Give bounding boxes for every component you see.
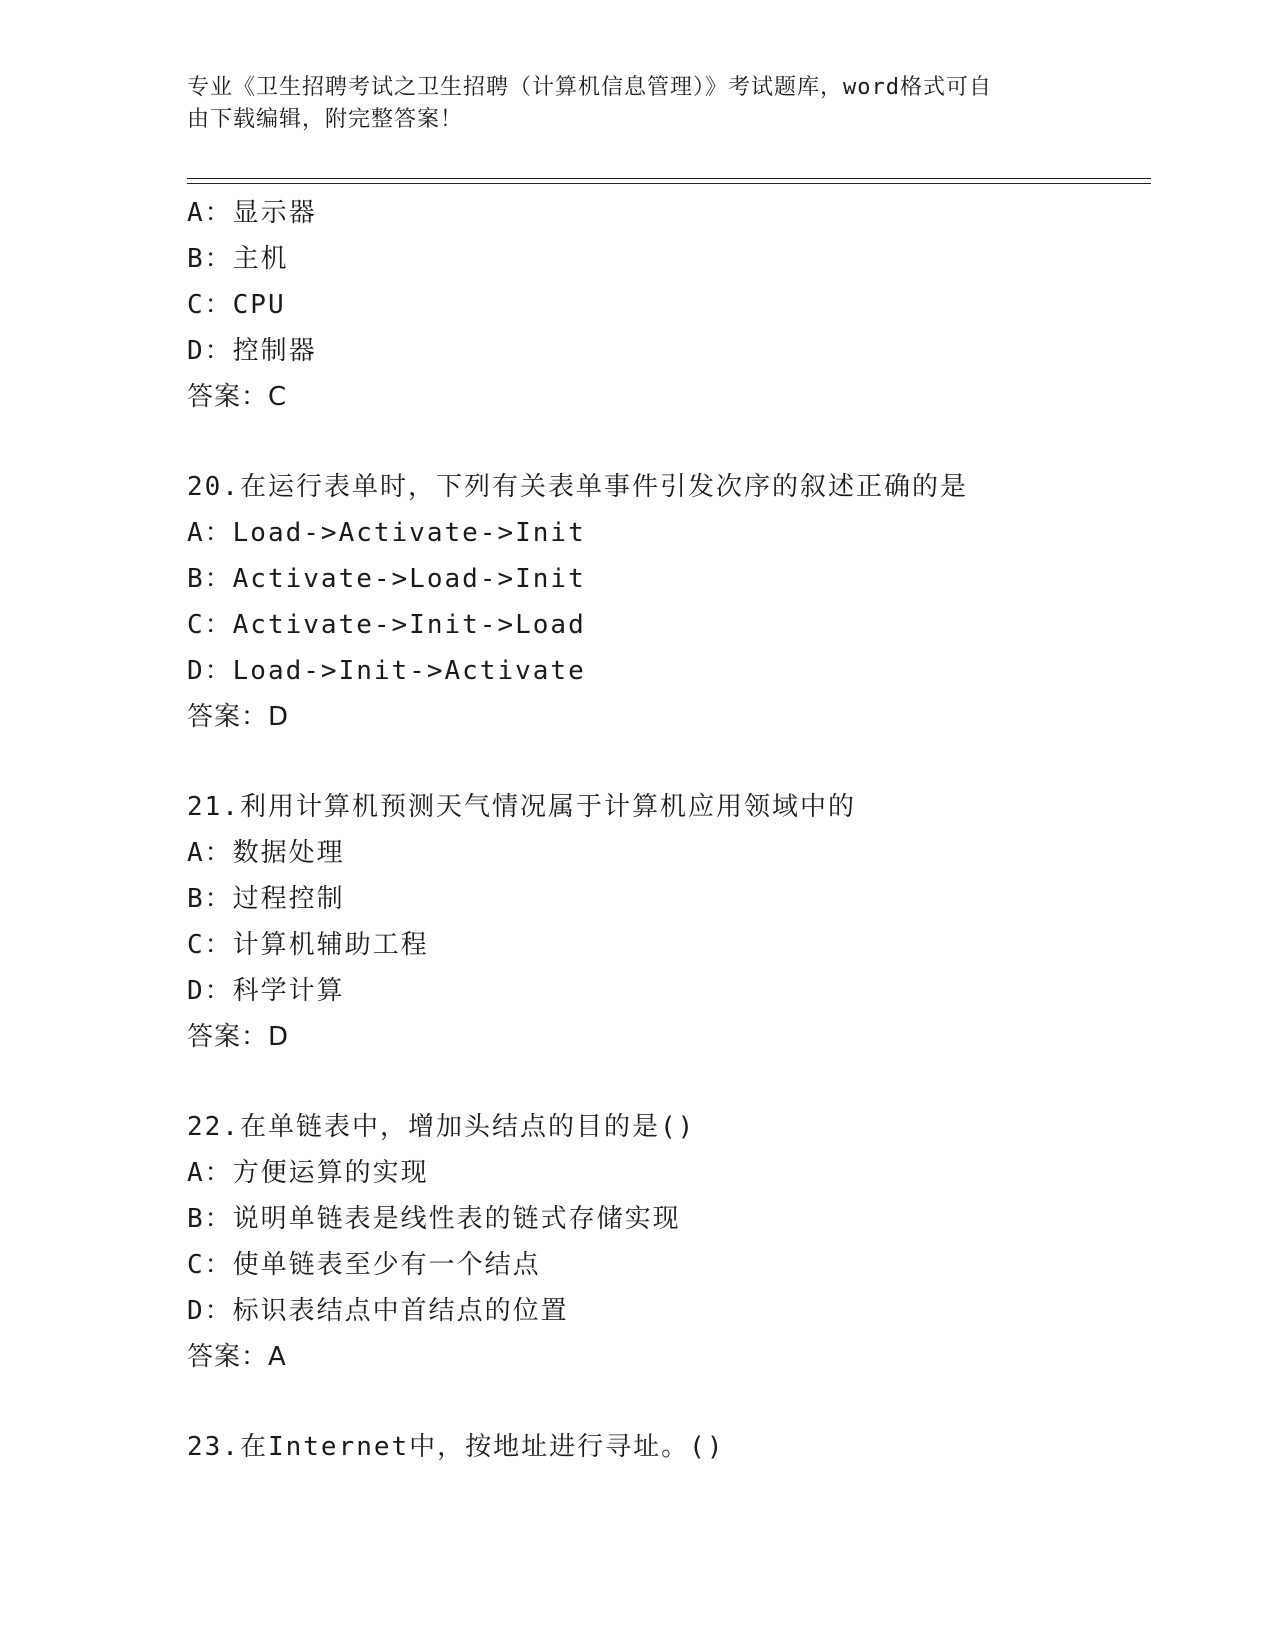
option-a: A：Load->Activate->Init [187,518,586,548]
question-text: 22.在单链表中，增加头结点的目的是() [187,1112,696,1142]
option-b: B：主机 [187,244,289,274]
answer: 答案：A [187,1342,287,1372]
option-c: C：CPU [187,290,286,320]
answer: 答案：D [187,702,290,732]
question-23 [187,1424,1147,1470]
option-b: B：说明单链表是线性表的链式存储实现 [187,1204,681,1234]
option-c: C：Activate->Init->Load [187,610,586,640]
question-22 [187,1104,1147,1380]
option-a: A：数据处理 [187,838,345,868]
option-d: D：科学计算 [187,976,345,1006]
header-divider-top [187,178,1151,179]
option-a: A：显示器 [187,198,317,228]
answer: 答案：D [187,1022,290,1052]
header-line-2: 由下载编辑，附完整答案！ [187,107,464,132]
option-b: B：Activate->Load->Init [187,564,586,594]
question-21 [187,784,1147,1060]
option-c: C：计算机辅助工程 [187,930,429,960]
question-text: 20.在运行表单时，下列有关表单事件引发次序的叙述正确的是 [187,472,968,502]
question-text: 23.在Internet中，按地址进行寻址。() [187,1432,725,1462]
option-d: D：Load->Init->Activate [187,656,586,686]
option-b: B：过程控制 [187,884,345,914]
option-d: D：控制器 [187,336,317,366]
option-c: C：使单链表至少有一个结点 [187,1250,541,1280]
option-a: A：方便运算的实现 [187,1158,429,1188]
answer: 答案：C [187,382,288,412]
header-line-1: 专业《卫生招聘考试之卫生招聘（计算机信息管理）》考试题库，word格式可自 [187,75,992,100]
option-d: D：标识表结点中首结点的位置 [187,1296,569,1326]
question-19 [187,190,1147,420]
header-divider-bottom [187,183,1151,184]
question-list [187,190,1147,1470]
document-header [187,72,1087,136]
question-20 [187,464,1147,740]
question-text: 21.利用计算机预测天气情况属于计算机应用领域中的 [187,792,856,822]
